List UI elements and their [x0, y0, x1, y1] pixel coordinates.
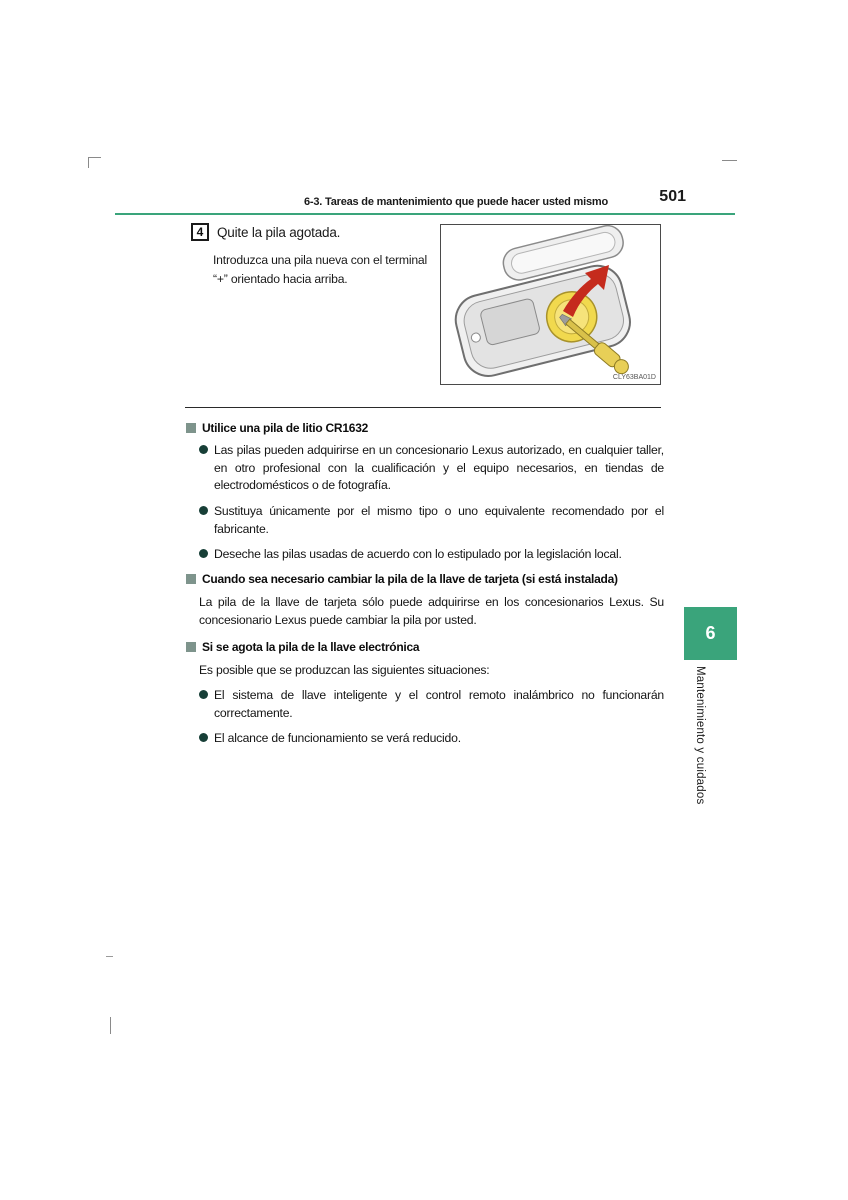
bullet-item	[199, 730, 664, 748]
note-paragraph: La pila de la llave de tarjeta sólo puede adquirirse en los concesionarios Lexus. Su concesionario Lexus puede cambiar la pila por usted.	[199, 595, 664, 628]
section-header-title: 6-3. Tareas de mantenimiento que puede hacer usted mismo	[303, 196, 609, 208]
step-number-badge: 4	[191, 223, 209, 241]
circle-bullet-icon	[199, 690, 208, 699]
bullet-text: Deseche las pilas usadas de acuerdo con lo estipulado por la legislación local.	[214, 547, 622, 562]
circle-bullet-icon	[199, 549, 208, 558]
chapter-tab	[684, 607, 737, 660]
note-heading-text: Si se agota la pila de la llave electrónica	[202, 639, 420, 654]
square-bullet-icon	[186, 574, 196, 584]
chapter-title-vertical: Mantenimiento y cuidados	[694, 666, 706, 805]
figure-box	[440, 224, 661, 385]
bullet-text: El alcance de funcionamiento se verá reducido.	[214, 731, 461, 746]
note-heading-depleted-key	[186, 640, 664, 654]
note-heading-text: Utilice una pila de litio CR1632	[202, 421, 369, 435]
note-heading-card-key	[186, 572, 664, 586]
bullet-text: El sistema de llave inteligente y el control remoto inalámbrico no funcionarán correctamente.	[214, 688, 664, 720]
step-description: Introduzca una pila nueva con el terminal “+” orientado hacia arriba.	[213, 253, 428, 286]
bullet-text: Las pilas pueden adquirirse en un concesionario Lexus autorizado, en cualquier taller, en otro profesional con la cualificación y el equipo necesarios, en tiendas de electrodomésticos o de fotografía.	[214, 443, 664, 493]
header-rule	[115, 213, 735, 215]
keyfob-illustration	[441, 225, 660, 383]
step-row	[191, 223, 340, 241]
note-intro: Es posible que se produzcan las siguientes situaciones:	[199, 662, 490, 677]
note-heading-text: Cuando sea necesario cambiar la pila de la llave de tarjeta (si está instalada)	[202, 572, 618, 587]
circle-bullet-icon	[199, 506, 208, 515]
page-number: 501	[659, 188, 686, 205]
crop-mark-bottom-left	[110, 1017, 111, 1034]
crop-mark-top-right	[722, 160, 737, 161]
bullet-item	[199, 546, 664, 564]
crop-mark-left-tick	[106, 956, 113, 957]
bullet-text: Sustituya únicamente por el mismo tipo o uno equivalente recomendado por el fabricante.	[214, 504, 664, 536]
bullet-item	[199, 687, 664, 722]
chapter-number: 6	[705, 623, 716, 643]
square-bullet-icon	[186, 642, 196, 652]
bullet-item	[199, 442, 664, 495]
figure-code: CLY63BA01D	[612, 374, 656, 381]
note-heading-battery-type	[186, 421, 664, 435]
bullet-item	[199, 503, 664, 538]
circle-bullet-icon	[199, 733, 208, 742]
crop-mark-top-left	[88, 157, 101, 168]
circle-bullet-icon	[199, 445, 208, 454]
step-title: Quite la pila agotada.	[217, 224, 341, 240]
square-bullet-icon	[186, 423, 196, 433]
content-separator	[185, 407, 661, 408]
notes-area	[186, 413, 664, 756]
